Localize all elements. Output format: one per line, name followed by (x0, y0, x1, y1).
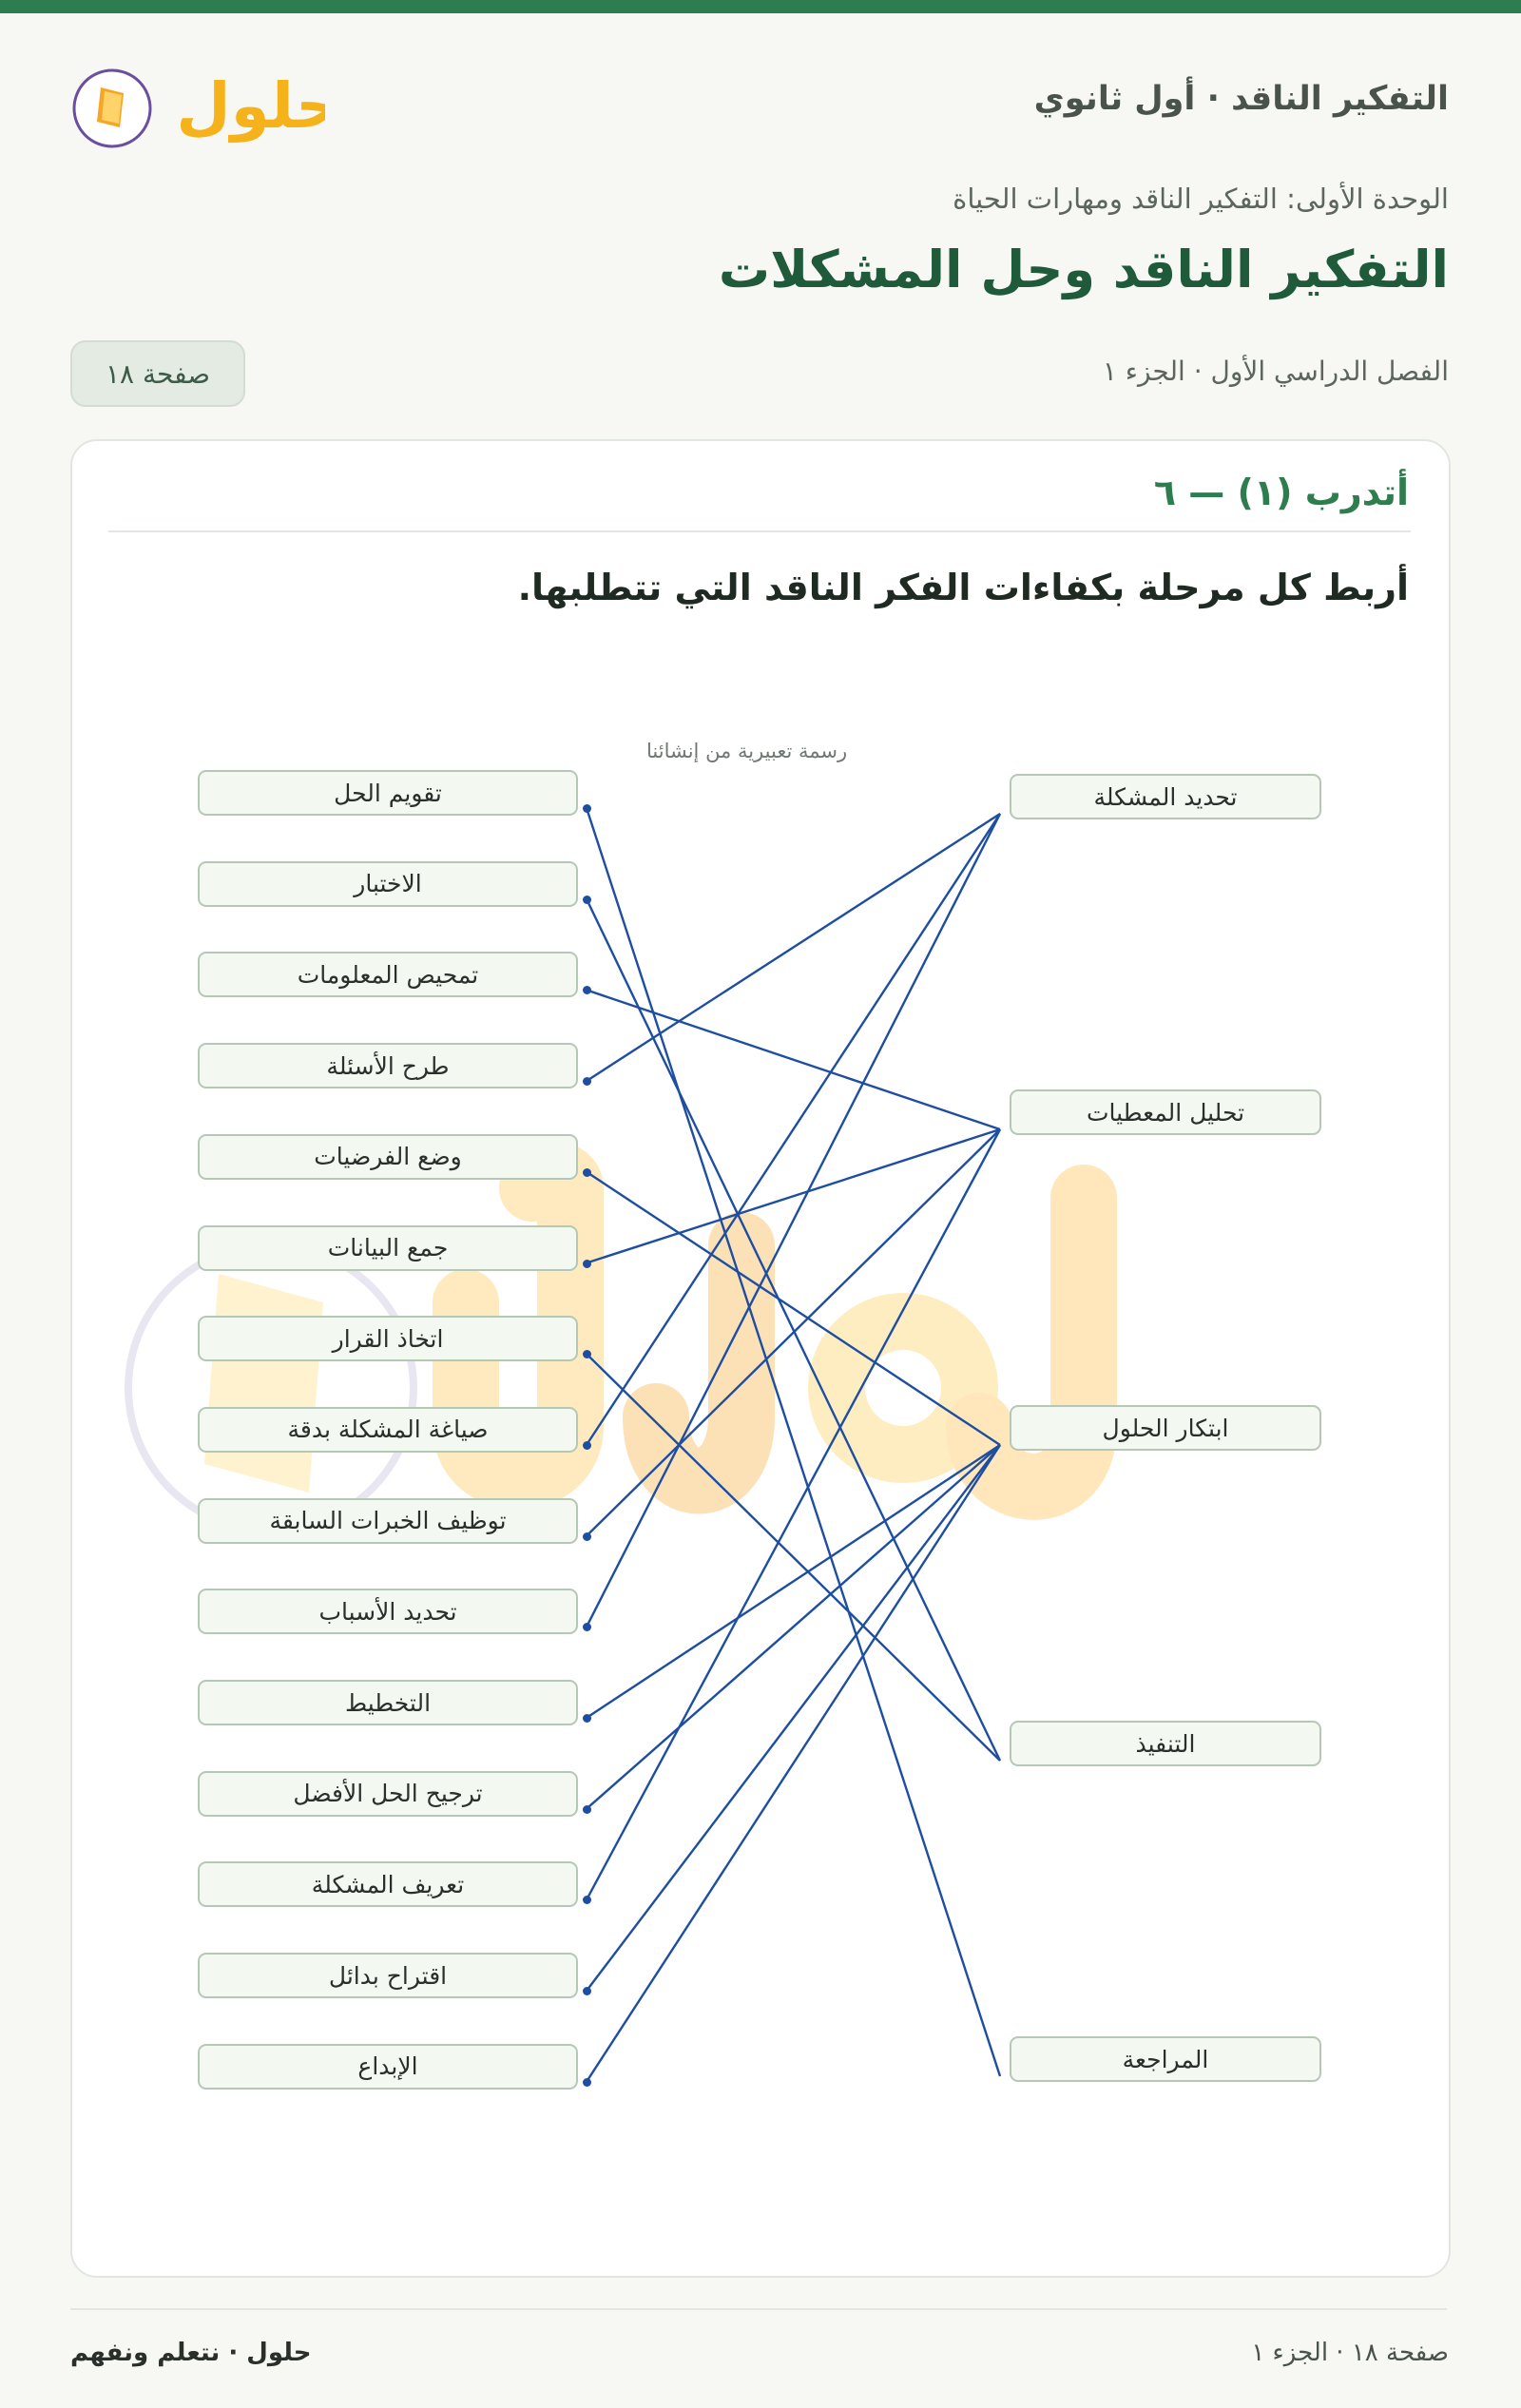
footer-brand: حلول · نتعلم ونفهم (70, 2339, 312, 2367)
right-match-item[interactable]: التنفيذ (1010, 1721, 1321, 1766)
left-match-item[interactable]: تقويم الحل (198, 770, 578, 816)
unit-line: الوحدة الأولى: التفكير الناقد ومهارات الحياة (953, 183, 1449, 215)
left-connector-dot (583, 1714, 591, 1723)
top-accent-bar (0, 0, 1521, 13)
right-match-item[interactable]: تحليل المعطيات (1010, 1089, 1321, 1135)
left-match-item[interactable]: توظيف الخبرات السابقة (198, 1498, 578, 1544)
left-match-item[interactable]: التخطيط (198, 1680, 578, 1725)
left-connector-dot (583, 2078, 591, 2087)
hulul-logo (68, 49, 325, 152)
left-match-item[interactable]: وضع الفرضيات (198, 1134, 578, 1180)
left-connector-dot (583, 804, 591, 813)
left-connector-dot (583, 1805, 591, 1814)
illustration-caption: رسمة تعبيرية من إنشائنا (646, 740, 848, 762)
left-match-item[interactable]: ترجيح الحل الأفضل (198, 1771, 578, 1817)
footer-divider (70, 2308, 1447, 2310)
left-match-item[interactable]: صياغة المشكلة بدقة (198, 1407, 578, 1453)
left-connector-dot (583, 1441, 591, 1450)
left-match-item[interactable]: طرح الأسئلة (198, 1043, 578, 1088)
subject-heading: التفكير الناقد · أول ثانوي (1033, 80, 1449, 118)
left-connector-dot (583, 1168, 591, 1177)
logo-icon (68, 49, 325, 152)
page-badge: صفحة ١٨ (70, 340, 245, 407)
left-connector-dot (583, 1532, 591, 1541)
left-match-item[interactable]: تعريف المشكلة (198, 1861, 578, 1907)
left-connector-dot (583, 896, 591, 904)
page-title: التفكير الناقد وحل المشكلات (718, 240, 1449, 299)
left-match-item[interactable]: اتخاذ القرار (198, 1316, 578, 1361)
left-match-item[interactable]: تمحيص المعلومات (198, 952, 578, 997)
right-match-item[interactable]: تحديد المشكلة (1010, 774, 1321, 819)
semester-line: الفصل الدراسي الأول · الجزء ١ (1102, 356, 1449, 387)
left-match-item[interactable]: الإبداع (198, 2044, 578, 2090)
right-match-item[interactable]: المراجعة (1010, 2036, 1321, 2082)
footer-page-number: صفحة ١٨ · الجزء ١ (1251, 2339, 1449, 2367)
left-connector-dot (583, 1260, 591, 1268)
left-match-item[interactable]: تحديد الأسباب (198, 1589, 578, 1634)
exercise-title: أتدرب (١) — ٦ (1153, 472, 1409, 513)
left-match-item[interactable]: الاختبار (198, 861, 578, 907)
card-divider (108, 530, 1411, 532)
left-match-item[interactable]: اقتراح بدائل (198, 1953, 578, 1998)
left-match-item[interactable]: جمع البيانات (198, 1225, 578, 1271)
exercise-instruction: أربط كل مرحلة بكفاءات الفكر الناقد التي تتطلبها. (517, 567, 1409, 608)
right-match-item[interactable]: ابتكار الحلول (1010, 1405, 1321, 1451)
svg-text:حلول: حلول (176, 69, 325, 143)
